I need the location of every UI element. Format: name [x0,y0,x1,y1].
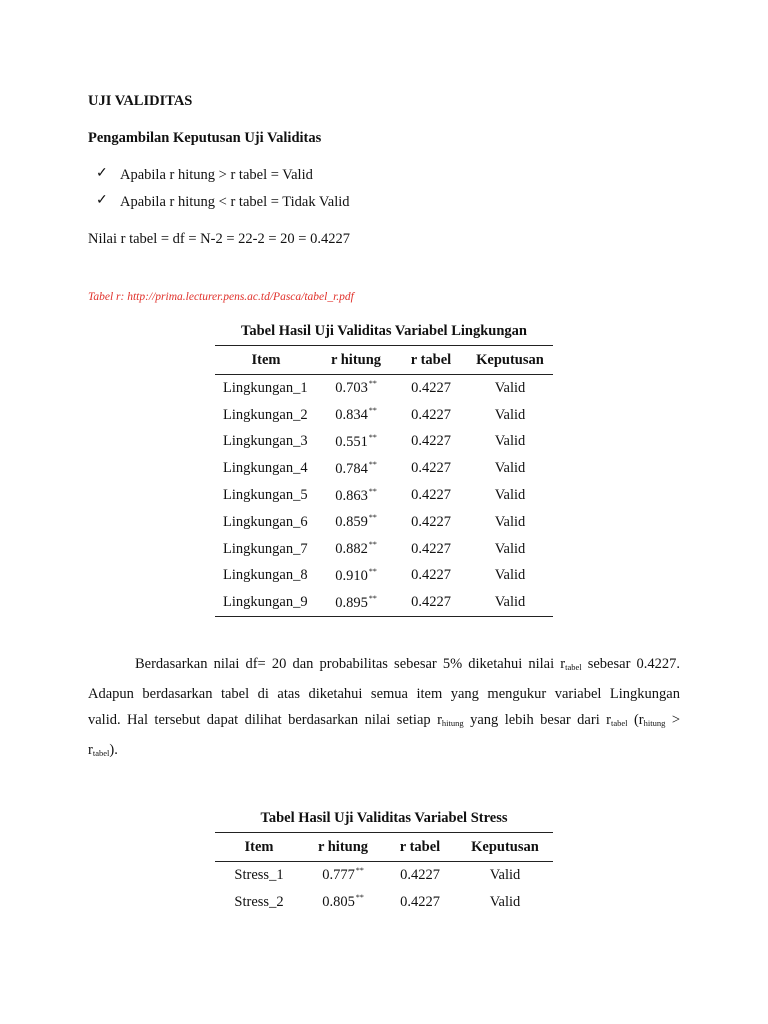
r-tabel-cell: 0.4227 [411,513,451,530]
item-cell: Lingkungan_1 [223,379,308,396]
table-header-row [215,833,553,862]
keputusan-cell: Valid [494,513,526,530]
stress-validity-table [215,832,553,916]
r-tabel-cell: 0.4227 [411,460,451,477]
r-tabel-cell: 0.4227 [411,379,451,396]
keputusan-cell: Valid [494,567,526,584]
r-table-value-line: Nilai r tabel = df = N-2 = 22-2 = 20 = 0.4227 [88,231,350,247]
item-cell: Lingkungan_6 [223,513,308,530]
r-hitung-cell: 0.777** [322,866,364,884]
column-header-r-hitung: r hitung [303,833,383,862]
r-hitung-cell: 0.805** [322,893,364,911]
r-hitung-cell: 0.910** [335,566,377,584]
table-row [215,402,553,429]
criteria-item: Apabila r hitung < r tabel = Tidak Valid [120,194,350,210]
table-header-row [215,346,553,375]
interpretation-paragraph [88,651,680,766]
lingkungan-validity-table [215,345,553,617]
paragraph-line: Berdasarkan nilai df= 20 dan probabilitas sebesar 5% diketahui nilai $r_{tabel}$ sebesar 0.4227. [135,656,681,672]
column-header-keputusan: Keputusan [457,833,553,862]
column-header-r-tabel: r tabel [395,346,467,375]
keputusan-cell: Valid [489,866,521,883]
table-row [215,563,553,590]
table-row [215,509,553,536]
keputusan-cell: Valid [489,893,521,910]
r-tabel-cell: 0.4227 [395,589,467,616]
item-cell: Stress_1 [234,866,284,883]
r-hitung-cell: 0.703** [335,379,377,397]
checkmark-icon: ✓ [96,166,108,181]
r-hitung-cell: 0.551** [335,432,377,450]
r-hitung-cell: 0.882** [335,540,377,558]
column-header-item: Item [215,833,303,862]
keputusan-cell: Valid [494,460,526,477]
keputusan-cell: Valid [494,487,526,504]
r-tabel-cell: 0.4227 [411,540,451,557]
column-header-keputusan: Keputusan [467,346,553,375]
item-cell: Lingkungan_9 [215,589,317,616]
paragraph-line: $r_{tabel}$). [88,741,118,758]
r-tabel-cell: 0.4227 [411,433,451,450]
item-cell: Lingkungan_8 [223,567,308,584]
page-title: UJI VALIDITAS [88,93,193,109]
item-cell: Lingkungan_3 [223,433,308,450]
paragraph-line: valid. Hal tersebut dapat dilihat berdasarkan nilai setiap $r_{hitung}$ yang lebih besar dari $r_{tabel}$ ($r_{hitung}$ > [88,712,680,728]
table-row [215,589,553,616]
table-row [215,482,553,509]
item-cell: Lingkungan_7 [223,540,308,557]
table-row [215,455,553,482]
column-header-r-tabel: r tabel [383,833,457,862]
item-cell: Lingkungan_5 [223,487,308,504]
r-tabel-cell: 0.4227 [411,567,451,584]
table-row [215,862,553,889]
column-header-item: Item [215,346,317,375]
keputusan-cell: Valid [494,406,526,423]
table-caption: Tabel Hasil Uji Validitas Variabel Stress [260,810,508,826]
r-hitung-cell: 0.863** [335,486,377,504]
keputusan-cell: Valid [467,589,553,616]
keputusan-cell: Valid [494,433,526,450]
table-row [215,536,553,563]
r-tabel-cell: 0.4227 [400,893,440,910]
table-row [215,429,553,456]
criteria-item: Apabila r hitung > r tabel = Valid [120,167,313,183]
source-reference: Tabel r: http://prima.lecturer.pens.ac.td/Pasca/tabel_r.pdf [88,291,354,303]
item-cell: Stress_2 [234,893,284,910]
keputusan-cell: Valid [494,540,526,557]
item-cell: Lingkungan_4 [223,460,308,477]
r-tabel-cell: 0.4227 [411,406,451,423]
table-row [215,375,553,402]
item-cell: Lingkungan_2 [223,406,308,423]
paragraph-line: Adapun berdasarkan tabel di atas diketahui semua item yang mengukur variabel Lingkungan [88,685,680,702]
r-tabel-cell: 0.4227 [400,866,440,883]
r-hitung-cell: 0.834** [335,406,377,424]
r-tabel-cell: 0.4227 [411,487,451,504]
checkmark-icon: ✓ [96,193,108,208]
r-hitung-cell: 0.859** [335,513,377,531]
column-header-r-hitung: r hitung [317,346,395,375]
r-hitung-cell: 0.784** [335,459,377,477]
r-hitung-cell: 0.895** [317,589,395,616]
table-row [215,889,553,916]
table-caption: Tabel Hasil Uji Validitas Variabel Lingkungan [241,323,527,339]
section-heading: Pengambilan Keputusan Uji Validitas [88,130,322,146]
keputusan-cell: Valid [494,379,526,396]
